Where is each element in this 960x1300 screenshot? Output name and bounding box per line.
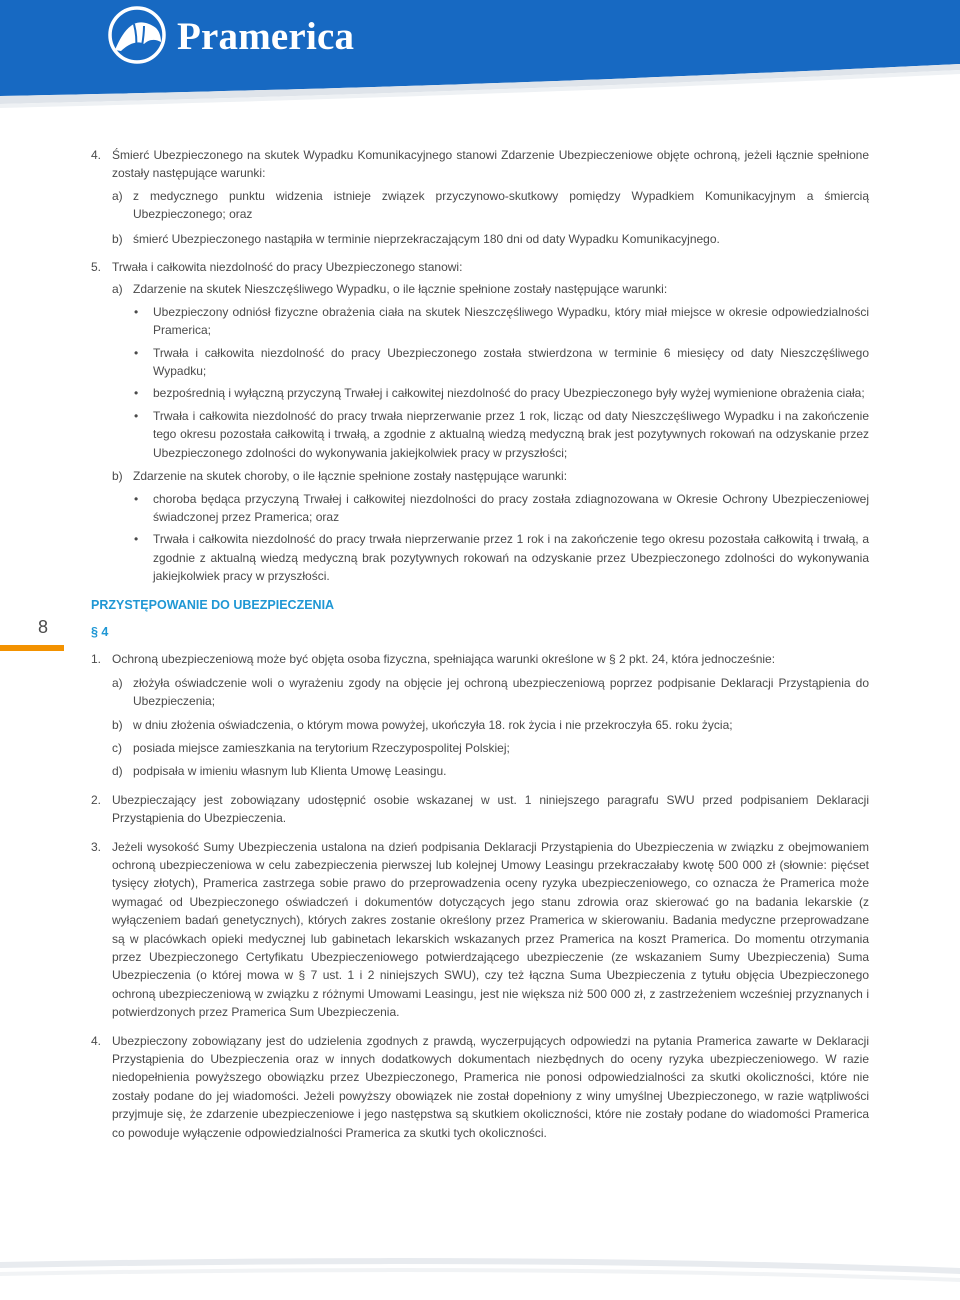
item-2 bbox=[91, 791, 869, 828]
bullet-icon: • bbox=[134, 345, 139, 360]
sub-text: w dniu złożenia oświadczenia, o którym mowa powyżej, ukończyła 18. rok życia i nie przekroczyła 65. roku życia; bbox=[133, 717, 733, 732]
rock-of-gibraltar-icon bbox=[106, 4, 168, 66]
bullet-icon: • bbox=[134, 491, 139, 506]
sub-item-a bbox=[91, 280, 869, 462]
sub-text: z medycznego punktu widzenia istnieje związek przyczynowo-skutkowy pomiędzy Wypadkiem Komunikacyjnym a śmiercią Ubezpieczonego; oraz bbox=[133, 188, 869, 222]
item-4b bbox=[91, 1032, 869, 1142]
sub-item-b bbox=[91, 467, 869, 585]
sub-label: a) bbox=[112, 282, 123, 297]
sub-item-d bbox=[91, 762, 869, 780]
sub-label: b) bbox=[112, 717, 123, 732]
item-number: 4. bbox=[91, 1033, 102, 1048]
sub-text: Zdarzenie na skutek choroby, o ile łącznie spełnione zostały następujące warunki: bbox=[133, 469, 568, 484]
sub-item-c bbox=[91, 739, 869, 757]
bullet-item bbox=[134, 384, 869, 402]
item-number: 3. bbox=[91, 839, 102, 854]
bullet-text: Ubezpieczony odniósł fizyczne obrażenia ciała na skutek Nieszczęśliwego Wypadku, który miał miejsce w okresie odpowiedzialności Pramerica; bbox=[153, 304, 869, 338]
sub-label: a) bbox=[112, 188, 123, 203]
bullet-item bbox=[134, 407, 869, 462]
page-footer bbox=[0, 1240, 960, 1295]
sub-text: złożyła oświadczenie woli o wyrażeniu zgody na objęcie jej ochroną ubezpieczeniową poprzez podpisanie Deklaracji Przystąpienia do Ubezpieczenia; bbox=[133, 675, 869, 709]
bullet-icon: • bbox=[134, 386, 139, 401]
page-number-accent bbox=[0, 645, 64, 651]
sub-label: c) bbox=[112, 740, 122, 755]
bullet-text: Trwała i całkowita niezdolność do pracy trwała nieprzerwanie przez 1 rok, licząc od daty Nieszczęśliwego Wypadku i na zakończenie tego okresu pozostała całkowitą i trwałą, a zgodnie z aktualną wiedzą medyczną brak jest pozytywnych rokowań na odzyskanie przez Ubezpieczonego zdolności do wykonywania jakiejkolwiek pracy w przyszłości; bbox=[153, 408, 869, 460]
item-5 bbox=[91, 258, 869, 586]
page-header bbox=[0, 0, 960, 120]
item-3 bbox=[91, 838, 869, 1022]
item-number: 4. bbox=[91, 148, 102, 162]
brand-name: Pramerica bbox=[177, 15, 355, 58]
bullet-text: bezpośrednią i wyłączną przyczyną Trwałej i całkowitej niezdolność do pracy Ubezpieczonego były wyżej wymienione obrażenia ciała; bbox=[153, 386, 865, 401]
footer-stripes bbox=[0, 1240, 960, 1295]
item-number: 5. bbox=[91, 260, 102, 275]
item-4 bbox=[91, 146, 869, 248]
bullet-item bbox=[134, 530, 869, 585]
sub-item-a bbox=[91, 674, 869, 711]
item-number: 1. bbox=[91, 652, 102, 667]
document-body bbox=[91, 146, 869, 1142]
paragraph-sign: § 4 bbox=[91, 624, 109, 639]
item-1 bbox=[91, 650, 869, 780]
item-text: Trwała i całkowita niezdolność do pracy Ubezpieczonego stanowi: bbox=[112, 260, 463, 275]
sub-label: b) bbox=[112, 231, 123, 246]
sub-text: posiada miejsce zamieszkania na terytorium Rzeczypospolitej Polskiej; bbox=[133, 740, 510, 755]
item-number: 2. bbox=[91, 792, 102, 807]
sub-text: śmierć Ubezpieczonego nastąpiła w terminie nieprzekraczającym 180 dni od daty Wypadku Komunikacyjnego. bbox=[133, 231, 720, 246]
item-text: Ochroną ubezpieczeniową może być objęta osoba fizyczna, spełniająca warunki określone w § 2 pkt. 24, która jednocześnie: bbox=[112, 652, 776, 667]
sub-label: d) bbox=[112, 764, 123, 779]
bullet-text: choroba będąca przyczyną Trwałej i całkowitej niezdolności do pracy została zdiagnozowana w Okresie Ochrony Ubezpieczeniowej świadczonej przez Pramerica; oraz bbox=[153, 491, 869, 524]
item-text: Ubezpieczający jest zobowiązany udostępnić osobie wskazanej w ust. 1 niniejszego paragrafu SWU przed podpisaniem Deklaracji Przystąpienia do Ubezpieczenia. bbox=[112, 792, 869, 826]
item-text: Ubezpieczony zobowiązany jest do udzielenia zgodnych z prawdą, wyczerpujących odpowiedzi na pytania Pramerica zawarte w Deklaracji Przystąpienia do Ubezpieczenia oraz w innych dodatkowych dokumentach niezbędnych do oceny ryzyka ubezpieczeniowego. W razie niedopełnienia powyższego obowiązku przez Ubezpieczonego, Pramerica nie ponosi odpowiedzialności za skutki okoliczności, które nie zostały podane do jej wiadomości. Jeżeli powyższy obowiązek nie został dopełniony z winy umyślnej Ubezpieczonego, w razie wątpliwości przyjmuje się, że zdarzenie ubezpieczeniowe i jego następstwa są skutkiem okoliczności, które nie zostały podane do wiadomości Pramerica co powoduje wyłączenie odpowiedzialności Pramerica za skutki tych okoliczności. bbox=[112, 1033, 869, 1140]
item-text: Śmierć Ubezpieczonego na skutek Wypadku Komunikacyjnego stanowi Zdarzenie Ubezpieczeniowe objęte ochroną, jeżeli łącznie spełnione zostały następujące warunki: bbox=[112, 148, 869, 181]
bullet-item bbox=[134, 490, 869, 527]
sub-item-b bbox=[91, 716, 869, 734]
bullet-text: Trwała i całkowita niezdolność do pracy trwała nieprzerwanie przez 1 rok i na zakończenie tego okresu pozostała całkowitą i trwałą, a zgodnie z aktualną wiedzą medyczną brak pozytywnych rokowań na odzyskanie przez Ubezpieczonego zdolności do wykonywania jakiejkolwiek pracy w przyszłości. bbox=[153, 532, 869, 584]
sub-text: podpisała w imieniu własnym lub Klienta Umowę Leasingu. bbox=[133, 764, 447, 779]
page-number: 8 bbox=[38, 617, 49, 637]
section-heading: PRZYSTĘPOWANIE DO UBEZPIECZENIA bbox=[91, 597, 335, 612]
bullet-icon: • bbox=[134, 532, 139, 547]
sub-label: a) bbox=[112, 675, 123, 690]
sub-label: b) bbox=[112, 469, 123, 484]
sub-item-b bbox=[91, 230, 869, 248]
bullet-text: Trwała i całkowita niezdolność do pracy Ubezpieczonego została stwierdzona w terminie 6 miesięcy od daty Nieszczęśliwego Wypadku; bbox=[153, 345, 869, 379]
bullet-item bbox=[134, 344, 869, 381]
bullet-item bbox=[134, 303, 869, 340]
sub-item-a bbox=[91, 187, 869, 224]
sub-text: Zdarzenie na skutek Nieszczęśliwego Wypadku, o ile łącznie spełnione zostały następujące warunki: bbox=[133, 282, 668, 297]
bullet-icon: • bbox=[134, 304, 139, 319]
bullet-icon: • bbox=[134, 408, 139, 423]
item-text: Jeżeli wysokość Sumy Ubezpieczenia ustalona na dzień podpisania Deklaracji Przystąpienia do Ubezpieczenia w związku z obejmowaniem ochroną ubezpieczeniowa w celu zabezpieczenia pierwszej lub kolejnej Umowy Leasingu przekraczałaby kwotę 500 000 zł (słownie: pięćset tysięcy złotych), Pramerica zastrzega sobie prawo do przeprowadzenia oceny ryzyka ubezpieczeniowego, co oznacza że Pramerica może wymagać od Ubezpieczonego oświadczeń i dokumentów dotyczących jego stanu zdrowia oraz skierować go na badania lekarskie (z wyłączeniem badań genetycznych), których zakres zostanie określony przez Pramerica w skierowaniu. Badania medyczne przeprowadzane są w placówkach opieki medycznej lub gabinetach lekarskich wskazanych przez Pramerica na koszt Pramerica. Do momentu otrzymania przez Ubezpieczonego Certyfikatu Ubezpieczeniowego potwierdzającego ubezpieczenie (ze wskazaniem Sumy Ubezpieczenia) Suma Ubezpieczenia (o której mowa w § 7 ust. 1 i 2 niniejszych SWU), czy też łączna Suma Ubezpieczenia z tytułu objęcia Ubezpieczonego ochroną ubezpieczeniową w związku z różnymi Umowami Leasingu, jest nie większa niż 500 000 zł, z zastrzeżeniem wcześniej przyznanych i potwierdzonych przez Pramerica Sum Ubezpieczenia. bbox=[112, 839, 869, 1020]
